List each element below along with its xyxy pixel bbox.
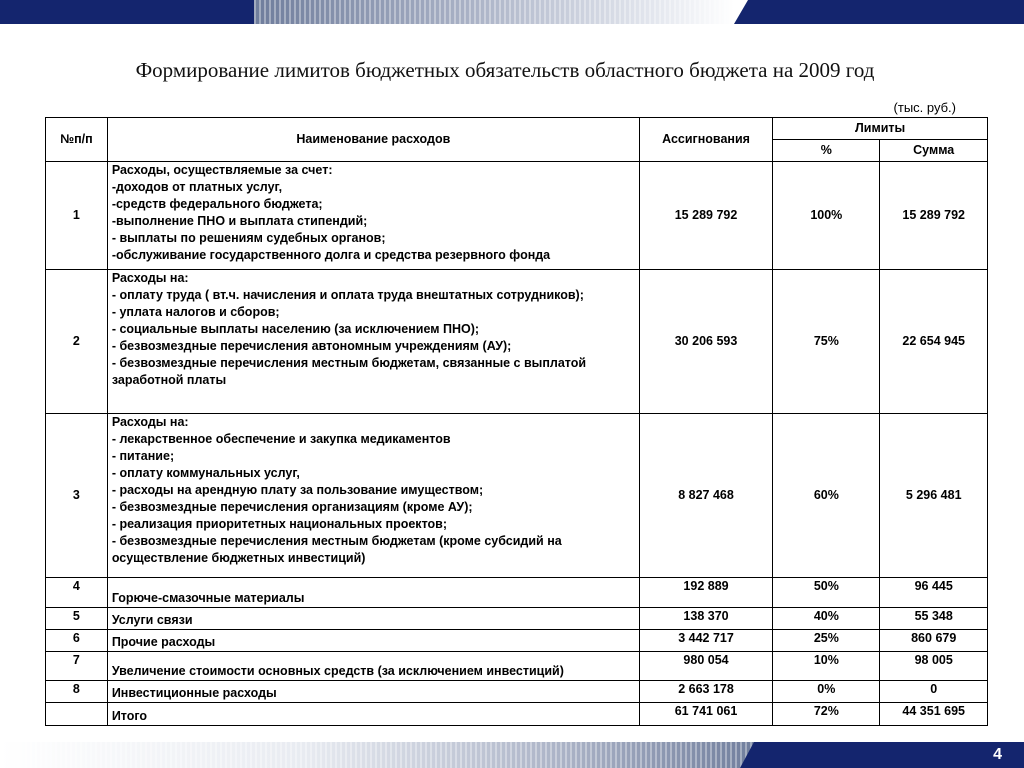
row-name-line: -доходов от платных услуг, <box>111 180 283 194</box>
row-num: 4 <box>46 578 108 608</box>
footer-gradient-stripe <box>0 742 760 768</box>
row-percent: 60% <box>773 414 880 578</box>
row-percent: 0% <box>773 681 880 703</box>
row-num: 3 <box>46 414 108 578</box>
row-name: Прочие расходы <box>107 630 639 652</box>
row-num: 2 <box>46 270 108 414</box>
row-name-line: - выплаты по решениям судебных органов; <box>111 231 386 245</box>
row-assignments: 8 827 468 <box>639 414 772 578</box>
header-limits: Лимиты <box>773 118 988 140</box>
header-percent: % <box>773 140 880 162</box>
row-name-line: - социальные выплаты населению (за исключением ПНО); <box>111 322 480 336</box>
table-row <box>46 162 988 270</box>
table-row <box>46 652 988 681</box>
row-name-line: - безвозмездные перечисления местным бюджетам, связанные с выплатой заработной платы <box>111 356 587 387</box>
row-name-line: - оплату труда ( вт.ч. начисления и оплата труда внештатных сотрудников); <box>111 288 584 302</box>
row-percent: 50% <box>773 578 880 608</box>
row-name: Услуги связи <box>107 608 639 630</box>
row-num: 8 <box>46 681 108 703</box>
row-sum: 0 <box>880 681 988 703</box>
row-sum: 55 348 <box>880 608 988 630</box>
table-row <box>46 578 988 608</box>
row-num <box>46 703 108 726</box>
header-name: Наименование расходов <box>107 118 639 162</box>
row-name-line: - безвозмездные перечисления организациям (кроме АУ); <box>111 500 473 514</box>
row-assignments: 192 889 <box>639 578 772 608</box>
row-sum: 22 654 945 <box>880 270 988 414</box>
row-name-line: Расходы на: <box>111 415 189 429</box>
row-percent: 40% <box>773 608 880 630</box>
row-sum: 98 005 <box>880 652 988 681</box>
header-num: №п/п <box>46 118 108 162</box>
table-row <box>46 608 988 630</box>
row-percent: 25% <box>773 630 880 652</box>
row-name-line: -средств федерального бюджета; <box>111 197 323 211</box>
row-name: Горюче-смазочные материалы <box>107 578 639 608</box>
unit-label: (тыс. руб.) <box>893 100 956 115</box>
row-name-line: - оплату коммунальных услуг, <box>111 466 300 480</box>
row-assignments: 138 370 <box>639 608 772 630</box>
table-row <box>46 681 988 703</box>
row-name-line: - безвозмездные перечисления местным бюджетам (кроме субсидий на осуществление бюджетных инвестиций) <box>111 534 562 565</box>
row-name-line: -выполнение ПНО и выплата стипендий; <box>111 214 368 228</box>
row-name <box>107 162 639 270</box>
row-name-line: - расходы на арендную плату за пользование имуществом; <box>111 483 484 497</box>
row-assignments: 2 663 178 <box>639 681 772 703</box>
row-sum: 15 289 792 <box>880 162 988 270</box>
row-percent: 10% <box>773 652 880 681</box>
row-name: Увеличение стоимости основных средств (за исключением инвестиций) <box>107 652 639 681</box>
row-name <box>107 270 639 414</box>
row-sum: 44 351 695 <box>880 703 988 726</box>
row-name-line: Расходы, осуществляемые за счет: <box>111 163 333 177</box>
row-assignments: 30 206 593 <box>639 270 772 414</box>
header-gradient-stripe <box>254 0 734 24</box>
budget-limits-table <box>45 117 988 726</box>
row-name-line: - уплата налогов и сборов; <box>111 305 280 319</box>
row-sum: 860 679 <box>880 630 988 652</box>
row-name <box>107 414 639 578</box>
row-name-line: -обслуживание государственного долга и средства резервного фонда <box>111 248 551 262</box>
table-row <box>46 270 988 414</box>
row-name: Итого <box>107 703 639 726</box>
table-row <box>46 414 988 578</box>
header-blue-block-right <box>734 0 1024 24</box>
row-name-line: Расходы на: <box>111 271 189 285</box>
header-blue-block-left <box>0 0 254 24</box>
footer-decoration-bar <box>0 742 1024 768</box>
row-name-line: - питание; <box>111 449 175 463</box>
row-sum: 96 445 <box>880 578 988 608</box>
row-assignments: 980 054 <box>639 652 772 681</box>
header-sum: Сумма <box>880 140 988 162</box>
row-percent: 72% <box>773 703 880 726</box>
row-name-line: - лекарственное обеспечение и закупка медикаментов <box>111 432 451 446</box>
row-percent: 75% <box>773 270 880 414</box>
row-assignments: 61 741 061 <box>639 703 772 726</box>
row-num: 5 <box>46 608 108 630</box>
row-assignments: 3 442 717 <box>639 630 772 652</box>
footer-blue-block <box>740 742 1024 768</box>
row-name-line: - безвозмездные перечисления автономным учреждениям (АУ); <box>111 339 512 353</box>
page-number: 4 <box>993 746 1002 763</box>
slide-title: Формирование лимитов бюджетных обязательств областного бюджета на 2009 год <box>135 58 875 82</box>
header-decoration-bar <box>0 0 1024 24</box>
row-num: 7 <box>46 652 108 681</box>
row-name-line: - реализация приоритетных национальных проектов; <box>111 517 448 531</box>
row-assignments: 15 289 792 <box>639 162 772 270</box>
table-row-total <box>46 703 988 726</box>
row-percent: 100% <box>773 162 880 270</box>
table-row <box>46 630 988 652</box>
row-num: 6 <box>46 630 108 652</box>
header-assignments: Ассигнования <box>639 118 772 162</box>
row-name: Инвестиционные расходы <box>107 681 639 703</box>
row-sum: 5 296 481 <box>880 414 988 578</box>
row-num: 1 <box>46 162 108 270</box>
